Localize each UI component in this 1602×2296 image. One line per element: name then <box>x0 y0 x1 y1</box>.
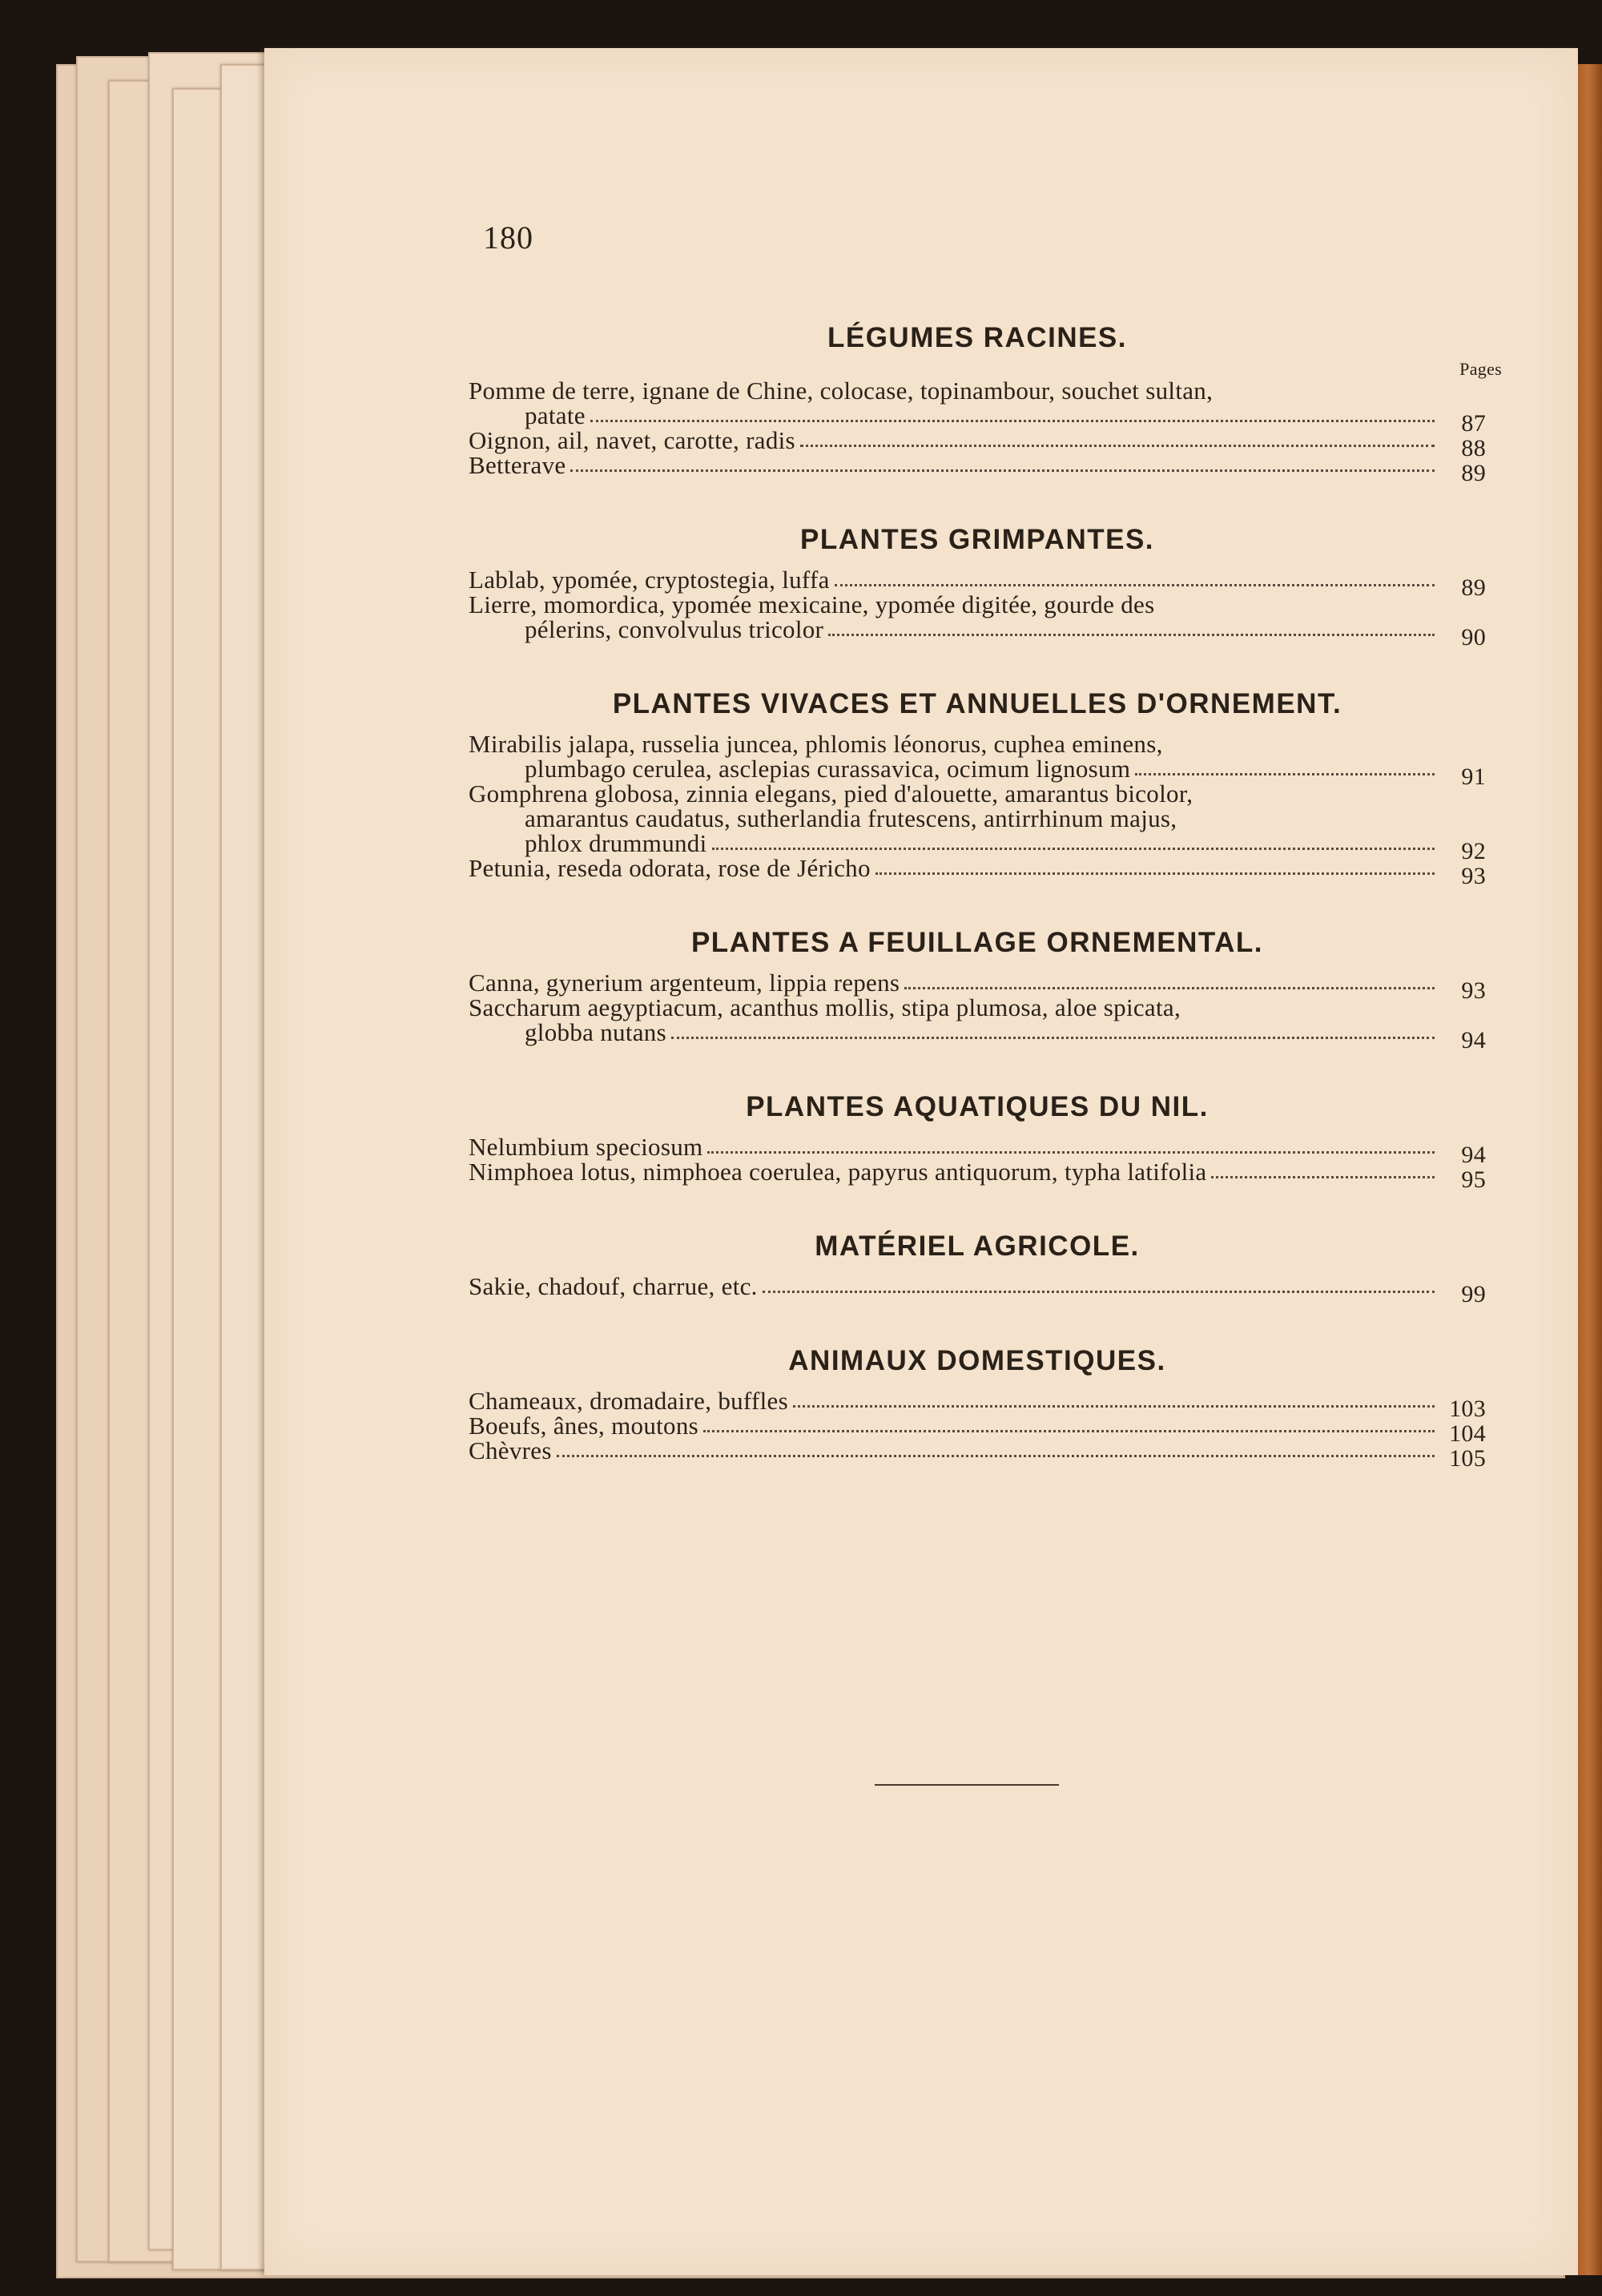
toc-entry <box>469 566 1486 601</box>
section-heading: ANIMAUX DOMESTIQUES. <box>788 1345 1166 1376</box>
entry-text: Chèvres <box>469 1436 552 1464</box>
entry-page-number: 87 <box>1461 410 1486 437</box>
dot-leader <box>671 1037 1435 1039</box>
entry-text: patate <box>525 401 586 429</box>
toc-section <box>469 524 1486 651</box>
entry-text: Lablab, ypomée, cryptostegia, luffa <box>469 566 830 594</box>
dot-leader <box>800 445 1435 447</box>
entry-text: Chameaux, dromadaire, buffles <box>469 1387 788 1415</box>
toc-entry <box>469 1412 1486 1447</box>
toc-entry <box>469 1133 1486 1168</box>
toc-entry <box>469 1272 1486 1307</box>
entry-text: Canna, gynerium argenteum, lippia repens <box>469 969 900 997</box>
page-number: 180 <box>483 220 533 256</box>
toc-section <box>469 1345 1486 1472</box>
entry-page-number: 90 <box>1461 624 1486 651</box>
toc-entry <box>469 854 1486 889</box>
entry-page-number: 89 <box>1461 574 1486 601</box>
entry-text: globba nutans <box>525 1018 666 1046</box>
entry-page-number: 93 <box>1461 863 1486 889</box>
entry-text: pélerins, convolvulus tricolor <box>525 615 824 643</box>
toc-entry <box>469 590 1486 651</box>
entry-text: Mirabilis jalapa, russelia juncea, phlomis léonorus, cuphea eminens, <box>469 730 1163 758</box>
entry-text: Boeufs, ânes, moutons <box>469 1412 698 1440</box>
dot-leader <box>904 987 1435 989</box>
dot-leader <box>703 1430 1435 1432</box>
entry-text: Oignon, ail, navet, carotte, radis <box>469 426 795 454</box>
entry-text: Petunia, reseda odorata, rose de Jéricho <box>469 854 871 882</box>
entry-page-number: 88 <box>1461 435 1486 461</box>
entry-text: Lierre, momordica, ypomée mexicaine, ypomée digitée, gourde des <box>469 590 1155 618</box>
dot-leader <box>835 584 1435 586</box>
toc-section <box>469 688 1486 889</box>
entry-text: Gomphrena globosa, zinnia elegans, pied d'alouette, amarantus bicolor, <box>469 779 1193 808</box>
entry-page-number: 95 <box>1461 1166 1486 1193</box>
entry-text: Nimphoea lotus, nimphoea coerulea, papyrus antiquorum, typha latifolia <box>469 1158 1207 1186</box>
entry-text: Pomme de terre, ignane de Chine, colocase, topinambour, souchet sultan, <box>469 377 1214 405</box>
toc-entry <box>469 377 1486 437</box>
entry-text: Sakie, chadouf, charrue, etc. <box>469 1272 758 1300</box>
entry-text: Nelumbium speciosum <box>469 1133 703 1161</box>
toc-entry <box>469 969 1486 1004</box>
closing-rule <box>875 1784 1059 1786</box>
section-heading: PLANTES AQUATIQUES DU NIL. <box>746 1091 1209 1122</box>
dot-leader <box>875 872 1435 875</box>
table-of-contents <box>469 216 1502 1472</box>
entry-text: phlox drummundi <box>525 829 707 857</box>
toc-section <box>469 927 1486 1053</box>
entry-page-number: 94 <box>1461 1142 1486 1168</box>
toc-section <box>469 1091 1486 1193</box>
toc-section <box>469 322 1502 486</box>
dot-leader <box>763 1291 1435 1293</box>
dot-leader <box>712 848 1435 850</box>
toc-entry <box>469 1158 1486 1193</box>
dot-leader <box>793 1405 1435 1408</box>
entry-page-number: 105 <box>1449 1445 1486 1472</box>
toc-entry <box>469 779 1486 864</box>
entry-page-number: 104 <box>1449 1420 1486 1447</box>
toc-entry <box>469 993 1486 1053</box>
dot-leader <box>1211 1176 1435 1178</box>
entry-page-number: 89 <box>1461 460 1486 486</box>
entry-text: Saccharum aegyptiacum, acanthus mollis, stipa plumosa, aloe spicata, <box>469 993 1181 1021</box>
entry-page-number: 94 <box>1461 1027 1486 1053</box>
toc-entry <box>469 1387 1486 1422</box>
entry-text: plumbago cerulea, asclepias curassavica, ocimum lignosum <box>525 755 1131 783</box>
dot-leader <box>590 420 1435 422</box>
section-heading: LÉGUMES RACINES. <box>827 322 1128 353</box>
dot-leader <box>1135 773 1435 775</box>
dot-leader <box>828 634 1435 636</box>
entry-page-number: 99 <box>1461 1281 1486 1307</box>
toc-entry <box>469 426 1486 461</box>
entry-page-number: 91 <box>1461 763 1486 790</box>
toc-entry <box>469 1436 1486 1472</box>
section-heading: PLANTES GRIMPANTES. <box>799 524 1155 555</box>
dot-leader <box>707 1151 1435 1154</box>
toc-section <box>469 1231 1486 1307</box>
dot-leader <box>557 1455 1435 1457</box>
entry-text: Betterave <box>469 451 566 479</box>
entry-text: amarantus caudatus, sutherlandia frutescens, antirrhinum majus, <box>525 804 1177 832</box>
toc-entry <box>469 730 1486 790</box>
pages-label: Pages <box>1459 359 1502 379</box>
section-heading: PLANTES A FEUILLAGE ORNEMENTAL. <box>690 927 1264 958</box>
entry-page-number: 92 <box>1461 838 1486 864</box>
entry-page-number: 103 <box>1449 1396 1486 1422</box>
dot-leader <box>570 469 1435 472</box>
toc-entry <box>469 451 1486 486</box>
section-heading: MATÉRIEL AGRICOLE. <box>815 1231 1140 1262</box>
section-heading: PLANTES VIVACES ET ANNUELLES D'ORNEMENT. <box>612 688 1342 719</box>
entry-page-number: 93 <box>1461 977 1486 1004</box>
